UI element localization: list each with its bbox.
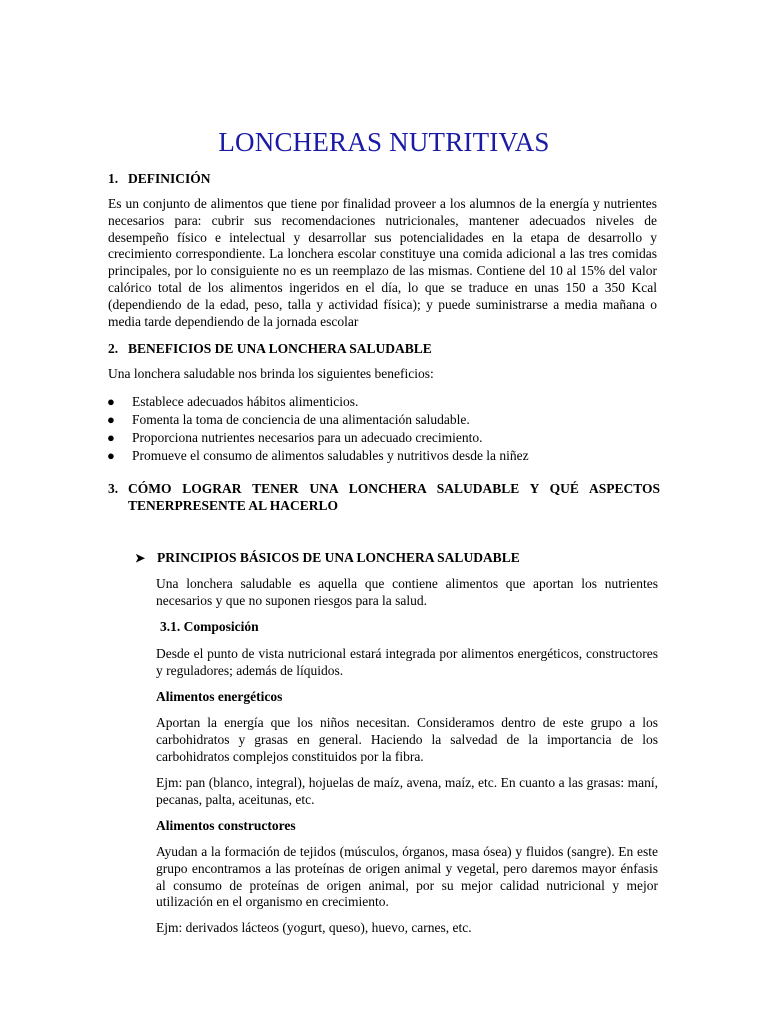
- composition-heading: 3.1. Composición: [160, 619, 259, 634]
- section-3-number: 3.: [108, 481, 119, 496]
- builder-foods-body: Ayudan a la formación de tejidos (músculos, órganos, masa ósea) y fluidos (sangre). En este grupo encontramos a las proteínas de origen animal y vegetal, pero daremos mayor énfasis al consumo de proteínas de origen animal, por su mejor calidad nutricional y mejor utilización en el organismo en crecimiento.: [156, 844, 658, 910]
- bullet-dot-icon: ●: [107, 430, 115, 445]
- section-3-heading: [108, 480, 660, 514]
- section-2-title: BENEFICIOS DE UNA LONCHERA SALUDABLE: [128, 341, 432, 356]
- list-item: ● Fomenta la toma de conciencia de una alimentación saludable.: [107, 412, 470, 427]
- section-1-body: Es un conjunto de alimentos que tiene por finalidad proveer a los alumnos de la energía y nutrientes necesarios para: cubrir sus recomendaciones nutricionales, mantener adecuados niveles de desempeño físico e intelectual y desarrollar sus potencialidades en la etapa de desarrollo y crecimiento correspondiente. La lonchera escolar constituye una comida adicional a las tres comidas principales, por lo consiguiente no es un reemplazo de las mismas. Contiene del 10 al 15% del valor calórico total de los alimentos ingeridos en el día, lo que se traduce en unas 150 a 350 Kcal (dependiendo de la edad, peso, talla y actividad física); y puede suministrarse a media mañana o media tarde dependiendo de la jornada escolar: [108, 196, 657, 329]
- section-2-number: 2.: [108, 341, 119, 356]
- section-3-title: CÓMO LOGRAR TENER UNA LONCHERA SALUDABLE Y QUÉ ASPECTOS TENERPRESENTE AL HACERLO: [128, 481, 660, 513]
- list-item: ● Promueve el consumo de alimentos saludables y nutritivos desde la niñez: [107, 448, 529, 463]
- bullet-dot-icon: ●: [107, 448, 115, 463]
- list-item: ● Proporciona nutrientes necesarios para un adecuado crecimiento.: [107, 430, 483, 445]
- document-title: LONCHERAS NUTRITIVAS: [218, 127, 550, 157]
- builder-foods-heading: Alimentos constructores: [156, 818, 296, 833]
- list-item: ● Establece adecuados hábitos alimenticios.: [107, 394, 359, 409]
- energy-foods-body: Aportan la energía que los niños necesitan. Consideramos dentro de este grupo a los carbohidratos y grasas en general. Haciendo la salvedad de la importancia de los carbohidratos complejos constituidos por la fibra.: [156, 715, 658, 764]
- section-1-title: DEFINICIÓN: [128, 171, 211, 186]
- builder-foods-example: Ejm: derivados lácteos (yogurt, queso), huevo, carnes, etc.: [156, 920, 472, 935]
- principles-body: Una lonchera saludable es aquella que contiene alimentos que aportan los nutrientes necesarios y que no suponen riesgos para la salud.: [156, 576, 658, 608]
- section-2-heading: [108, 341, 432, 357]
- arrowhead-right-icon: ➤: [135, 551, 146, 565]
- energy-foods-heading: Alimentos energéticos: [156, 689, 283, 704]
- section-1-heading: [108, 171, 211, 187]
- section-2-intro: Una lonchera saludable nos brinda los siguientes beneficios:: [108, 366, 434, 381]
- bullet-dot-icon: ●: [107, 412, 115, 427]
- principles-heading: ➤ PRINCIPIOS BÁSICOS DE UNA LONCHERA SALUDABLE: [135, 550, 520, 565]
- composition-body: Desde el punto de vista nutricional estará integrada por alimentos energéticos, constructores y reguladores; además de líquidos.: [156, 646, 658, 678]
- energy-foods-example: Ejm: pan (blanco, integral), hojuelas de maíz, avena, maíz, etc. En cuanto a las grasas: maní, pecanas, palta, aceitunas, etc.: [156, 775, 658, 807]
- section-1-number: 1.: [108, 171, 119, 186]
- bullet-dot-icon: ●: [107, 394, 115, 409]
- benefits-list: [107, 393, 692, 465]
